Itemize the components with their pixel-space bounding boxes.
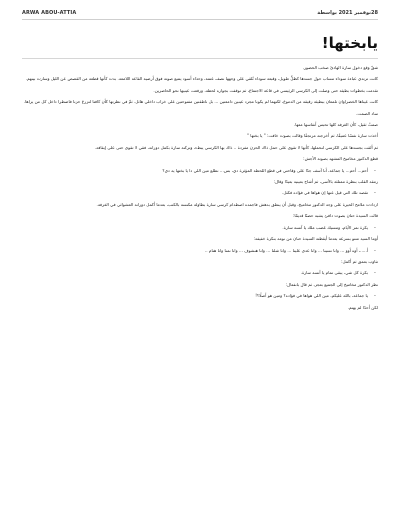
paragraph: قالت السيدة حنان بصوت دافئ يشبه حضنًا قديمًا: (292, 213, 378, 219)
paragraph: ثم ألقت بجسدها على الكرسي لنحملها، كأنها لا تقوى على حمل ذاك الحزن مفردة .. ذاك بها الكرسي يبطء، وتركته سارة بكمل دورانه، فقي لا تقوى حتى على إيقافه. (94, 144, 378, 150)
title-divider (22, 58, 378, 59)
article-body (22, 65, 378, 311)
dialogue-line: – يا جماعة، بالله عليكم، مين اللي هواها في فؤاده؟ ومين هو أصلًا؟! (22, 293, 378, 299)
paragraph: أوما السيد منتو بسرعة بعدما أيقظته السيدة حنان من نومه بنكزة خفيفة: (253, 236, 378, 242)
dialogue-line: – بكرة كل شي، يبقى تمام يا آنسة سارة. (22, 270, 378, 276)
paragraph: ازدادت ملامح الحيرة على وجه الدكتور مخاميخ، وقبل أن ينطق بدهش فاجمده اصطدام كرسي سارة بطاولة مكنسة بالكتب، بعدما أكمل دورانه العشوائي في الغرفة. (96, 201, 378, 207)
paragraph: لكن أحدًا لم يهتم. (347, 304, 378, 310)
dialogue-line: – يكرة نمر الأيام، وتنسيك غضب ملك يا آنسة سارة. (22, 225, 378, 231)
page-header (22, 10, 378, 20)
paragraph: ساد الصمت. (356, 110, 378, 116)
dialogue-line: – أحم... أحم... يا جماعة، أنا آسف جدًا على وقاحتي في قطع اللحظة المؤثرة دي، بس... نطلع مين اللي دا يا بختها يه دي؟ (22, 168, 378, 174)
paragraph: شقّ وقع دخول سارة الهادئ صخب الحضور. (302, 65, 378, 70)
paragraph: قطع الدكتور مخاميخ المشهد بصوته الأجش: (303, 156, 378, 162)
paragraph: أخذت سارة نفسًا عميقًا، ثم أخرجته مرتجفًا وقالت بصوت خافت: " يا بختها " (247, 133, 378, 139)
dialogue-line: – تقصد تلك التي قيل عنها إن هواها في فؤاده فكثل. (22, 190, 378, 196)
paragraph: صمتٌ ثقيل، كأن الغرفة كلها تحبس أنفاسها معها. (293, 122, 378, 128)
dialogue-line: – أ.....، أوه أوو ... وانا نسينا ... وانا عدى علينا ... وانا شلنا ... وانا هنشوف ... وانا نمنا وانا هنام .. (22, 248, 378, 254)
paragraph: كانت ترتدي عباءة سوداء تنساب حول جسدها كظلٍّ طويل، وقبعة سوداء تُلقي على وجهها نصف عتمة، وحذاء أسود يتتبع صوته فوق أرضية القاعة اللامعة. بدت كأنها قطعة من القصص عن الليل وسارت بينهم. (25, 76, 378, 82)
article-title: يابختها! (321, 34, 378, 52)
post-date: 28نوفمبر 2021 بواسطة (317, 10, 378, 16)
paragraph: تثاوب بعمق ثم أكمل: (341, 258, 378, 264)
paragraph: نظر الدكتور مخاميخ إلى الجميع بعجز، ثم قال بانفعال: (285, 281, 378, 287)
author-name[interactable]: ARWA ABOU-ATTIA (22, 10, 77, 16)
paragraph: كانت عيناها الخضراوان تلمعان ببطيئة رقيقة من الدموع، لكنهما لم يكونا مجرد عينين دامعتين ... بل ناطقتين مفتوحتين على خراب داخلي هائل. ثمّ في نظرتها كأن كافتا لتزرع حزنا فاضطرا داخل كل من يراها. (23, 99, 378, 105)
paragraph: رمقه القلب بنظرة ممتلئة بالأسى، ثم أشاح بعينيه بعيدًا وقال: (273, 179, 378, 185)
paragraph: تقدمت بخطوات بطيئة حتى وصلت إلى الكرسي الرئيسي في قاعة الاجتماع، ثم توقفت بجواره لحظة، ورفعت عينيها نحو الحاضرين. (153, 87, 378, 93)
